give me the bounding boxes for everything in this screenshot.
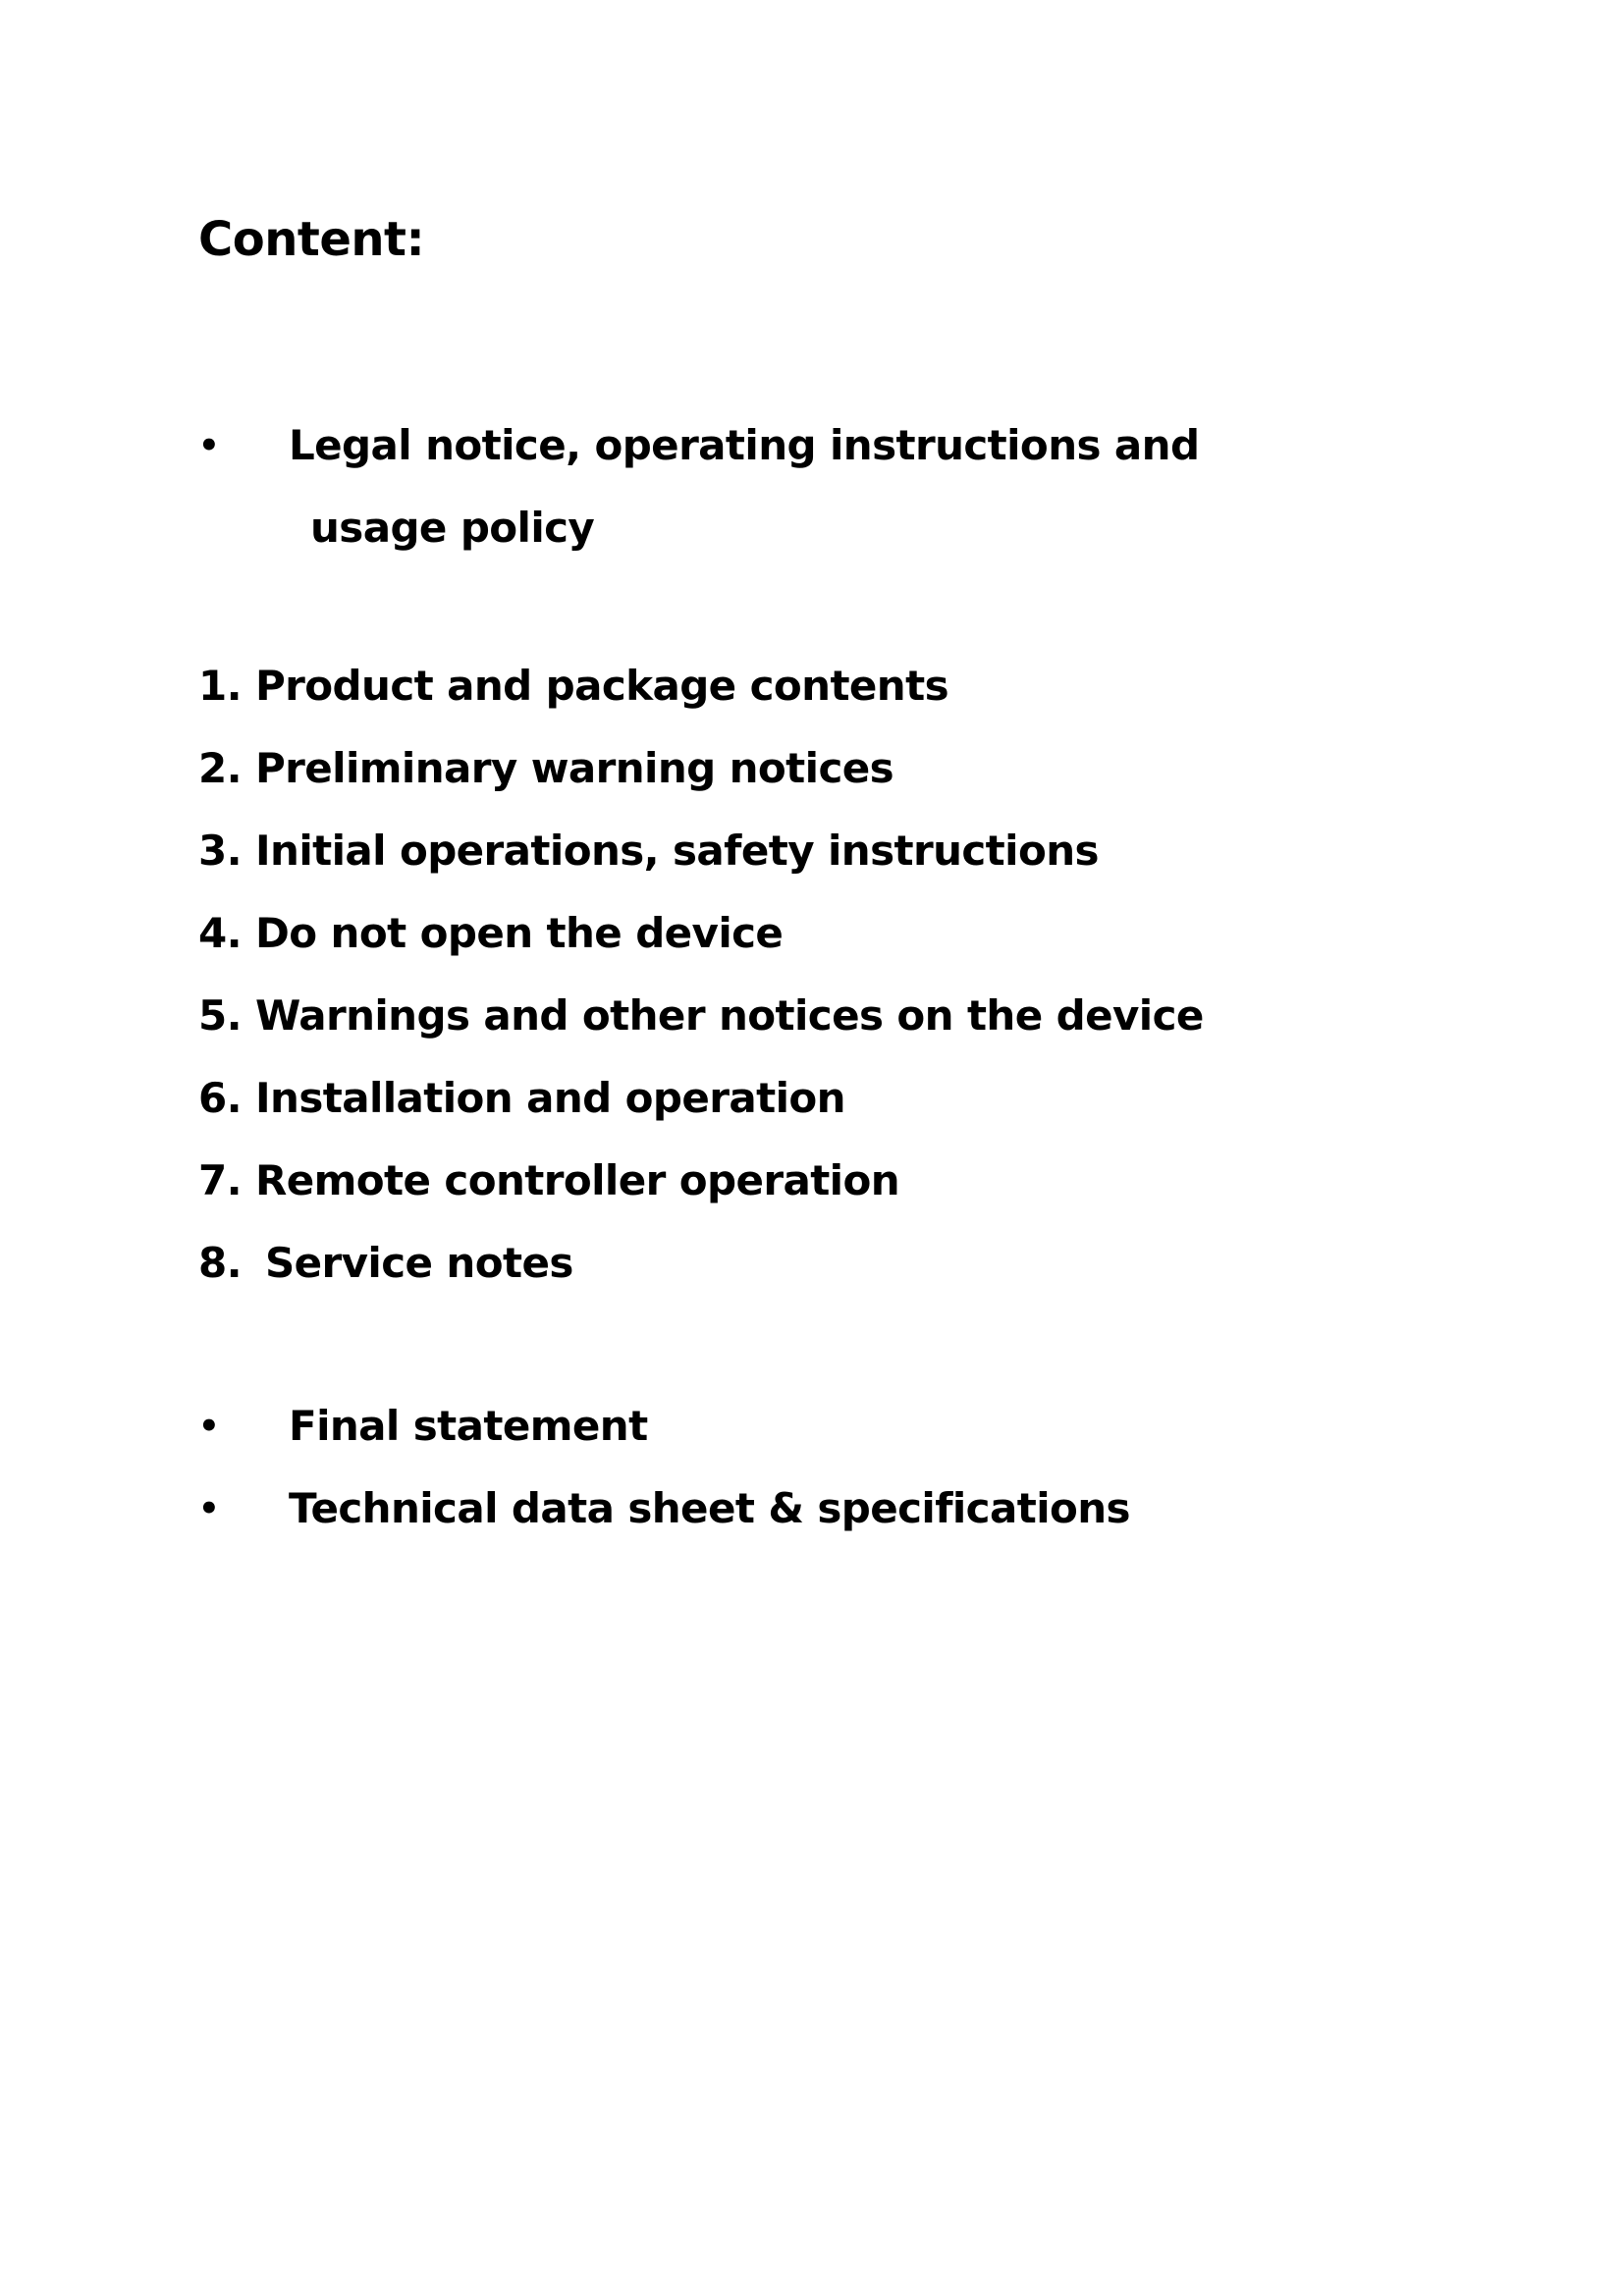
toc-item-label: Final statement [289, 1402, 648, 1450]
toc-item-number: 8. [198, 1239, 242, 1287]
toc-item-number: 3. [198, 827, 242, 875]
bullet-marker: • [198, 1407, 220, 1446]
toc-item-label: Preliminary warning notices [255, 744, 894, 792]
toc-item-number: 6. [198, 1074, 242, 1122]
toc-item-number: 1. [198, 662, 242, 710]
toc-item-number: 7. [198, 1156, 242, 1204]
toc-item-label: Do not open the device [255, 909, 784, 957]
toc-item-label: Product and package contents [255, 662, 948, 710]
toc-item-label: Warnings and other notices on the device [255, 991, 1204, 1040]
toc-item-label: Installation and operation [255, 1074, 845, 1122]
bullet-marker: • [198, 1489, 220, 1528]
toc-item-label: Service notes [265, 1239, 573, 1287]
toc-item-label: Legal notice, operating instructions and [289, 421, 1200, 469]
toc-item-number: 4. [198, 909, 242, 957]
toc-item-number: 5. [198, 991, 242, 1040]
toc-item-label: Technical data sheet & specifications [289, 1484, 1130, 1532]
bullet-marker: • [198, 426, 220, 465]
toc-item-label-continued: usage policy [310, 504, 595, 552]
page-title: Content: [198, 212, 425, 267]
toc-item-number: 2. [198, 744, 242, 792]
toc-item-label: Remote controller operation [255, 1156, 900, 1204]
toc-item-label: Initial operations, safety instructions [255, 827, 1099, 875]
